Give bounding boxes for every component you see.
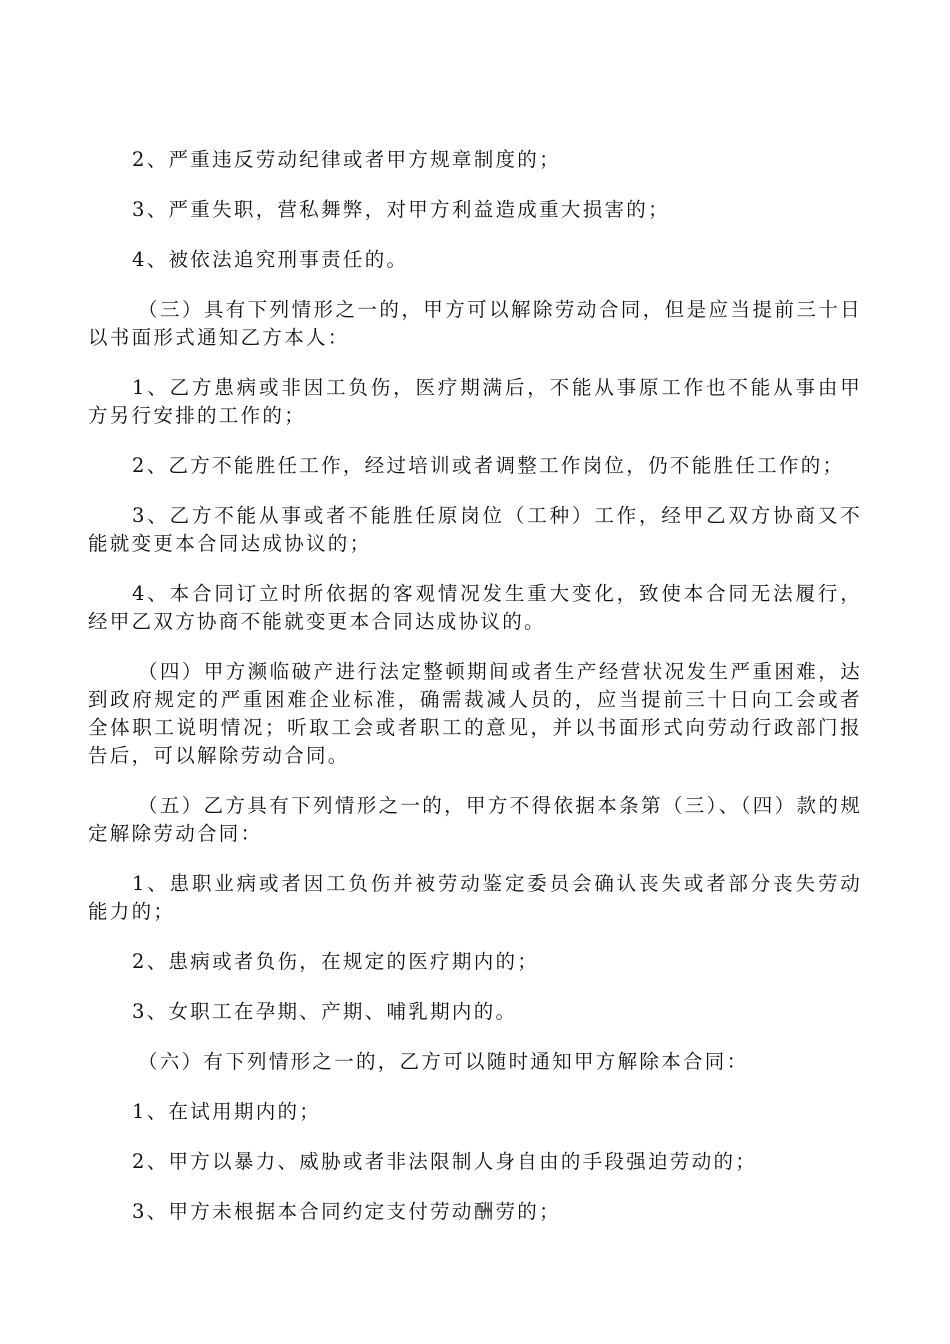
section-3-item-4: 4、本合同订立时所依据的客观情况发生重大变化，致使本合同无法履行，经甲乙双方协商不能就变更本合同达成协议的。 [88,582,862,633]
section-3-item-1: 1、乙方患病或非因工负伤，医疗期满后，不能从事原工作也不能从事由甲方另行安排的工作的； [88,376,862,427]
section-6-item-1: 1、在试用期内的； [132,1100,322,1123]
section-5-item-2: 2、患病或者负伤，在规定的医疗期内的； [132,950,540,973]
section-5-item-3: 3、女职工在孕期、产期、哺乳期内的。 [132,1000,518,1023]
section-5-heading: （五）乙方具有下列情形之一的，甲方不得依据本条第（三）、（四）款的规定解除劳动合同： [88,794,862,845]
section-3-heading: （三）具有下列情形之一的，甲方可以解除劳动合同，但是应当提前三十日以书面形式通知乙方本人： [88,298,862,349]
clause-item-4-criminal: 4、被依法追究刑事责任的。 [132,248,409,271]
section-6-heading: （六）有下列情形之一的，乙方可以随时通知甲方解除本合同： [138,1050,749,1073]
section-3-item-3: 3、乙方不能从事或者不能胜任原岗位（工种）工作，经甲乙双方协商又不能就变更本合同达成协议的； [88,504,862,555]
clause-item-2-violation: 2、严重违反劳动纪律或者甲方规章制度的； [132,148,561,171]
section-4-paragraph: （四）甲方濒临破产进行法定整顿期间或者生产经营状况发生严重困难，达到政府规定的严重困难企业标准，确需裁减人员的，应当提前三十日向工会或者全体职工说明情况；听取工会或者职工的意见，并以书面形式向劳动行政部门报告后，可以解除劳动合同。 [88,660,862,767]
section-6-item-2: 2、甲方以暴力、威胁或者非法限制人身自由的手段强迫劳动的； [132,1150,758,1173]
clause-item-3-negligence: 3、严重失职，营私舞弊，对甲方利益造成重大损害的； [132,198,670,221]
section-6-item-3: 3、甲方未根据本合同约定支付劳动酬劳的； [132,1200,561,1223]
section-5-item-1: 1、患职业病或者因工负伤并被劳动鉴定委员会确认丧失或者部分丧失劳动能力的； [88,872,862,923]
section-3-item-2: 2、乙方不能胜任工作，经过培训或者调整工作岗位，仍不能胜任工作的； [132,454,845,477]
